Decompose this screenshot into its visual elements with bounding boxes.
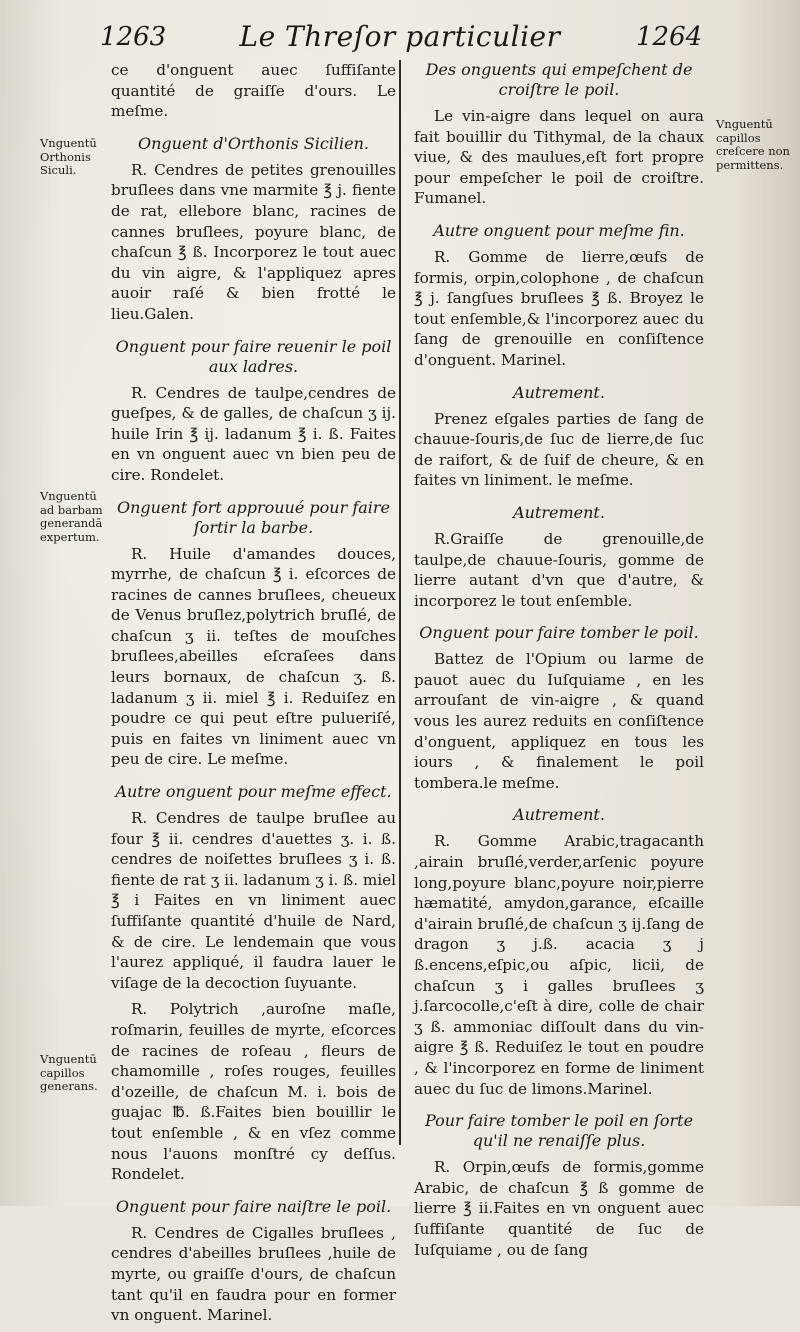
section-body: R. Gomme Arabic,tragacanth ,airain bruſlé,verder,arſenic poyure long,poyure blanc,poyure noir,pierre hæmatité, amydon,garance, eſcaille d'airain bruſlé,de chaſcun ʒ ij.ſang de dragon ʒ j.ß. acacia ʒ j ß.encens,eſpic,ou aſpic, licii, de chaſcun ʒ i galles bruſlees ʒ j.ſarcocolle,c'eſt à dire, colle de chair ʒ ß. ammoniac diſſoult dans du vin-aigre ℥ ß. Reduiſez le tout en poudre , & l'incorporez en forme de liniment auec du ſuc de limons.Marinel. bbox=[414, 832, 704, 1098]
margin-note: Vnguentū Orthonis Siculi. bbox=[40, 136, 97, 177]
section-body: R.Graiſſe de grenouille,de taulpe,de chauue-ſouris, gomme de lierre autant d'vn que d'autre, & incorporez le tout enſemble. bbox=[414, 529, 704, 610]
section-title: Pour faire tomber le poil en ſorte qu'il ne renaiſſe plus. bbox=[424, 1111, 694, 1151]
section-body: R. Huile d'amandes douces, myrrhe, de chaſcun ℥ i. eſcorces de racines de cannes bruſlees, cheueux de Venus bruſlez,polytrich bruſlé, de chaſcun ʒ ii. teſtes de mouſches bruſlees,abeilles eſcraſees dans leurs bornaux, de chaſcun ʒ. ß. ladanum ʒ ii. miel ℥ i. Reduiſez en poudre ce qui peut eſtre pulueriſé, puis en faites vn liniment auec vn peu de cire. Le meſme. bbox=[111, 544, 396, 769]
right-column bbox=[414, 60, 704, 1266]
section-title: Onguent fort approuué pour faire ſortir la barbe. bbox=[116, 497, 391, 537]
margin-note: Vnguentū capillos creſcere non permittens. bbox=[716, 117, 790, 172]
section-title: Autre onguent pour meſme effect. bbox=[115, 782, 392, 802]
section-body: R. Cendres de petites grenouilles bruſlees dans vne marmite ℥ j. fiente de rat, ellebore blanc, racines de cannes bruſlees, poyure blanc, de chaſcun ℥ ß. Incorporez le tout auec du vin aigre, & l'appliquez apres auoir raſé & bien frotté le lieu.Galen. bbox=[111, 160, 396, 323]
section-title: Autre onguent pour meſme fin. bbox=[433, 220, 685, 240]
section-body: Battez de l'Opium ou larme de pauot auec du Iuſquiame , en les arrouſant de vin-aigre , & quand vous les aurez reduits en conſiſtence d'onguent, appliquez en tous les iours , & finalement le poil tombera.le meſme. bbox=[414, 650, 704, 792]
margin-note: Vnguentū capillos generans. bbox=[40, 1052, 98, 1093]
section-title: Autrement. bbox=[513, 805, 605, 825]
folio-left: 1263 bbox=[100, 22, 167, 52]
section-title: Des onguents qui empeſchent de croiſtre le poil. bbox=[425, 60, 693, 99]
section-title: Onguent pour faire tomber le poil. bbox=[419, 623, 699, 643]
running-title: Le Threſor particulier bbox=[239, 20, 561, 53]
section-title: Autrement. bbox=[513, 382, 605, 402]
section-title: Onguent pour faire reuenir le poil aux ladres. bbox=[115, 336, 392, 376]
section-title: Onguent pour faire naiſtre le poil. bbox=[115, 1196, 392, 1216]
section-body: R. Cendres de taulpe,cendres de gueſpes, & de galles, de chaſcun ʒ ij. huile Irin ℥ ij. ladanum ℥ i. ß. Faites en vn onguent auec vn bien peu de cire. Rondelet. bbox=[111, 383, 396, 484]
section-title: Autrement. bbox=[513, 502, 605, 522]
folio-right: 1264 bbox=[636, 22, 703, 52]
margin-note: Vnguentū ad barbam generandā expertum. bbox=[40, 489, 103, 544]
section-body: R. Cendres de Cigalles bruſlees , cendres d'abeilles bruſlees ,huile de myrte, ou graiſſe d'ours, de chaſcun tant qu'il en faudra pour en former vn onguent. Marinel. bbox=[111, 1223, 396, 1325]
column-rule bbox=[399, 60, 401, 1145]
continuation-text: ce d'onguent auec ſuffiſante quantité de graiſſe d'ours. Le meſme. bbox=[111, 61, 396, 121]
section-title: Onguent d'Orthonis Sicilien. bbox=[138, 133, 369, 153]
section-body: Le vin-aigre dans lequel on aura fait bouillir du Tithymal, de la chaux viue, & des maulues,eſt fort propre pour empeſcher le poil de croiſtre. Fumanel. bbox=[414, 107, 704, 208]
section-body: R. Cendres de taulpe bruſlee au four ℥ ii. cendres d'auettes ʒ. i. ß. cendres de noiſettes bruſlees ʒ i. ß. fiente de rat ʒ ii. ladanum ʒ i. ß. miel ℥ i Faites en vn liniment auec ſuffiſante quantité d'huile de Nard, & de cire. Le lendemain que vous l'aurez appliqué, il faudra lauer le viſage de la decoction ſuyuante. bbox=[111, 809, 396, 992]
page-header bbox=[0, 22, 800, 56]
section-body: R. Orpin,œufs de formis,gomme Arabic, de chaſcun ℥ ß gomme de lierre ℥ ii.Faites en vn onguent auec ſuffiſante quantité de ſuc de Iuſquiame , ou de ſang bbox=[414, 1158, 704, 1259]
section-body: R. Polytrich ,auroſne maſle, roſmarin, feuilles de myrte, eſcorces de racines de roſeau , fleurs de chamomille , roſes rouges, feuilles d'ozeille, de chaſcun M. i. bois de guajac ℔. ß.Faites bien bouillir le tout enſemble , & en vſez comme nous l'auons monſtré cy deſſus. Rondelet. bbox=[111, 1000, 396, 1184]
left-column bbox=[111, 60, 396, 1332]
section-body: R. Gomme de lierre,œufs de formis, orpin,colophone , de chaſcun ℥ j. ſangſues bruſlees ℥ ß. Broyez le tout enſemble,& l'incorporez auec du ſang de grenouille en conſiſtence d'onguent. Marinel. bbox=[414, 247, 704, 369]
section-body: Prenez eſgales parties de ſang de chauue-ſouris,de ſuc de lierre,de ſuc de raifort, & de ſuif de cheure, & en faites vn liniment. le meſme. bbox=[414, 409, 704, 490]
